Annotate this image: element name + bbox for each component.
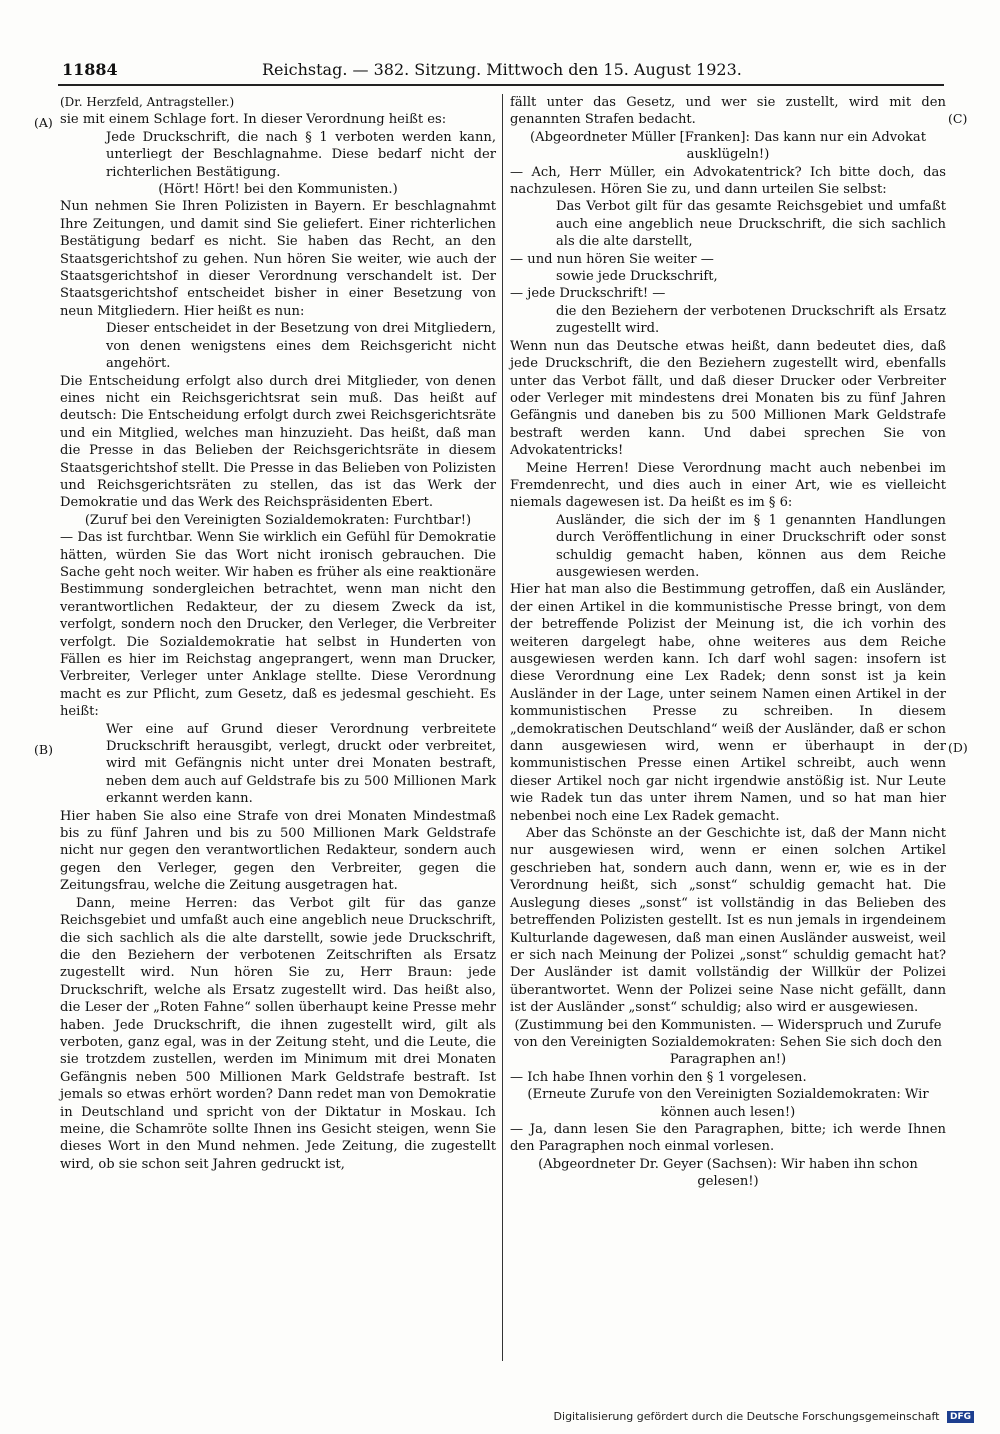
paragraph: fällt unter das Gesetz, und wer sie zustellt, wird mit den genannten Strafen bedacht. — [510, 95, 946, 128]
running-title: Reichstag. — 382. Sitzung. Mittwoch den 15. August 1923. — [262, 60, 742, 79]
paragraph: Nun nehmen Sie Ihren Polizisten in Bayern. Er beschlagnahmt Ihre Zeitungen, und damit sind Sie geliefert. Einer richterlichen Bestätigung bedarf es nicht. Sie haben das Recht, an den Staatsgerichtshof zu gehen. Nun hören Sie weiter, wie auch der Staatsgerichtshof in dieser Verordnung verschandelt ist. Der Staatsgerichtshof entscheidet bisher in einer Besetzung von neun Mitgliedern. Hier heißt es nun: — [60, 199, 496, 319]
margin-mark-d: (D) — [948, 740, 968, 755]
paragraph: Dann, meine Herren: das Verbot gilt für das ganze Reichsgebiet und umfaßt auch eine angeblich neue Druckschrift, die sich sachlich als die alte darstellt, sowie jede Druckschrift, die den Beziehern der verbotenen Zeitschriften als Ersatz zugestellt wird. Nun hören Sie zu, Herr Braun: jede Druckschrift, welche als Ersatz zugestellt wird. Das heißt also, die Leser der „Roten Fahne“ sollen überhaupt keine Presse mehr haben. Jede Druckschrift, die ihnen zugestellt wird, gilt als verboten, ganz egal, was in der Zeitung steht, und die Leute, die sie trotzdem zustellen, werden im Minimum mit drei Monaten Gefängnis neben 500 Millionen Mark Geldstrafe bestraft. Ist jemals so etwas erhört worden? Dann redet man von Demokratie in Deutschland und spricht von der Diktatur in Moskau. Ich meine, die Schamröte sollte Ihnen ins Gesicht steigen, wenn Sie dieses Wort in den Mund nehmen. Jede Zeitung, die zugestellt wird, ob sie schon seit Jahren gedruckt ist, — [60, 895, 496, 1172]
interjection: (Zustimmung bei den Kommunisten. — Widerspruch und Zurufe von den Vereinigten Sozialdemokraten: Sehen Sie sich doch den Paragraphen an!) — [514, 1017, 942, 1068]
paragraph: Wenn nun das Deutsche etwas heißt, dann bedeutet dies, daß jede Druckschrift, die den Beziehern zugestellt wird, ebenfalls unter das Verbot fällt, und daß dieser Drucker oder Verbreiter oder Verleger mit mindestens drei Monaten bis zu fünf Jahren Gefängnis und daneben bis zu 500 Millionen Mark Geldstrafe bestraft werden kann. Und dabei sprechen Sie von Advokatentricks! — [510, 338, 946, 459]
paragraph: Aber das Schönste an der Geschichte ist, daß der Mann nicht nur ausgewiesen wird, wenn er einen solchen Artikel geschrieben hat, sondern auch dann, wenn er, wie es in der Verordnung heißt, sich „sonst“ schuldig gemacht hat. Die Auslegung dieses „sonst“ ist vollständig in das Belieben des betreffenden Polizisten gestellt. Ist es nun jemals in irgendeinem Kulturlande dagewesen, daß man einen Ausländer ausweist, weil er sich nach Meinung der Polizei „sonst“ schuldig gemacht hat? Der Ausländer ist damit vollständig der Willkür der Polizei überantwortet. Wenn der Polizei seine Nase nicht gefällt, dann ist der Ausländer „sonst“ schuldig; also wird er ausgewiesen. — [510, 826, 946, 1016]
margin-mark-a: (A) — [34, 115, 53, 130]
paragraph: Hier hat man also die Bestimmung getroffen, daß ein Ausländer, der einen Artikel in die kommunistische Presse bringt, von dem der betreffende Polizist der Meinung ist, die ich vorhin des weiteren dargelegt habe, ohne weiteres aus dem Reiche ausgewiesen werden kann. Ich darf wohl sagen: insofern ist diese Verordnung eine Lex Radek; denn sonst ist ja kein Ausländer in der Lage, unter seinem Namen einen Artikel in der kommunistischen Presse zu schreiben. In diesem „demokratischen Deutschland“ weiß der Ausländer, daß er schon dann ausgewiesen wird, wenn er überhaupt in der kommunistischen Presse einen Artikel schreibt, auch wenn dieser Artikel noch gar nicht irgendwie anstößig ist. Nur Leute wie Radek tun das unter ihrem Namen, und so hat man hier nebenbei noch eine Lex Radek gemacht. — [510, 582, 946, 824]
right-column — [510, 94, 946, 1191]
interjection: (Zuruf bei den Vereinigten Sozialdemokraten: Furchtbar!) — [84, 512, 472, 528]
margin-mark-b: (B) — [34, 742, 53, 757]
paragraph: — Ja, dann lesen Sie den Paragraphen, bitte; ich werde Ihnen den Paragraphen noch einmal vorlesen. — [510, 1121, 946, 1155]
interjection: (Abgeordneter Müller [Franken]: Das kann nur ein Advokat ausklügeln!) — [530, 129, 926, 163]
column-divider — [502, 94, 503, 1361]
paragraph: — Ach, Herr Müller, ein Advokatentrick? Ich bitte doch, das nachzulesen. Hören Sie zu, und dann urteilen Sie selbst: — [510, 164, 946, 198]
footer-credit — [554, 1410, 974, 1423]
interjection: (Abgeordneter Dr. Geyer (Sachsen): Wir haben ihn schon gelesen!) — [538, 1156, 918, 1190]
quotation: sowie jede Druckschrift, — [556, 269, 718, 285]
paragraph: — Ich habe Ihnen vorhin den § 1 vorgelesen. — [510, 1069, 807, 1085]
paragraph: Meine Herren! Diese Verordnung macht auch nebenbei im Fremdenrecht, und dies auch in einer Art, wie es vielleicht niemals dagewesen ist. Da heißt es im § 6: — [510, 460, 946, 511]
quotation: die den Beziehern der verbotenen Druckschrift als Ersatz zugestellt wird. — [556, 303, 946, 337]
paragraph: — jede Druckschrift! — — [510, 286, 666, 302]
quotation: Das Verbot gilt für das gesamte Reichsgebiet und umfaßt auch eine angeblich neue Druckschrift, die sich sachlich als die alte darstellt, — [556, 199, 946, 250]
quotation: Dieser entscheidet in der Besetzung von drei Mitgliedern, von denen wenigstens eines dem Reichsgericht nicht angehört. — [106, 321, 496, 372]
interjection: (Hört! Hört! bei den Kommunisten.) — [158, 182, 398, 198]
margin-mark-c: (C) — [948, 111, 968, 126]
dfg-logo: DFG — [947, 1411, 974, 1423]
page-header — [62, 60, 742, 82]
paragraph: Die Entscheidung erfolgt also durch drei Mitglieder, von denen eines nicht ein Reichsgerichtsrat sein muß. Das heißt auf deutsch: Die Entscheidung erfolgt durch zwei Reichsgerichtsräte und ein Mitglied, welches man hinzuzieht. Das heißt, daß man die Presse in das Belieben der Reichsgerichtsräte in diesem Staatsgerichtshof stellt. Die Presse in das Belieben von Polizisten und Reichsgerichtsräten zu stellen, das ist das Werk der Demokratie und das Werk des Reichspräsidenten Ebert. — [60, 373, 496, 511]
quotation: Wer eine auf Grund dieser Verordnung verbreitete Druckschrift herausgibt, verlegt, druckt oder verbreitet, wird mit Gefängnis nicht unter drei Monaten bestraft, neben dem auch auf Geldstrafe bis zu 500 Millionen Mark erkannt werden kann. — [106, 721, 496, 807]
page-number: 11884 — [62, 60, 118, 79]
paragraph: — und nun hören Sie weiter — — [510, 251, 714, 267]
quotation: Ausländer, die sich der im § 1 genannten Handlungen durch Veröffentlichung in einer Druckschrift oder sonst schuldig gemacht haben, können aus dem Reiche ausgewiesen werden. — [556, 512, 946, 580]
paragraph: — Das ist furchtbar. Wenn Sie wirklich ein Gefühl für Demokratie hätten, würden Sie das Wort nicht ironisch gebrauchen. Die Sache geht noch weiter. Wir haben es früher als eine reaktionäre Bestimmung sondergleichen betrachtet, wenn man nicht den verantwortlichen Redakteur, der zu diesem Zweck da ist, verfolgt, sondern noch den Drucker, den Verleger, die Verbreiter verfolgt. Die Sozialdemokratie hat selbst in Hunderten von Fällen es hier im Reichstag angeprangert, wenn man Drucker, Verbreiter, Verleger unter Anklage stellte. Diese Verordnung macht es zur Pflicht, zum Gesetz, daß es jedesmal geschieht. Es heißt: — [60, 530, 496, 720]
left-column — [60, 94, 496, 1173]
paragraph: (Dr. Herzfeld, Antragsteller.) — [60, 95, 235, 109]
footer-credit-text: Digitalisierung gefördert durch die Deutsche Forschungsgemeinschaft — [553, 1410, 940, 1423]
paragraph: sie mit einem Schlage fort. In dieser Verordnung heißt es: — [60, 112, 447, 128]
interjection: (Erneute Zurufe von den Vereinigten Sozialdemokraten: Wir können auch lesen!) — [527, 1087, 929, 1120]
quotation: Jede Druckschrift, die nach § 1 verboten werden kann, unterliegt der Beschlagnahme. Diese bedarf nicht der richterlichen Bestätigung. — [106, 129, 496, 180]
header-rule — [58, 84, 944, 86]
paragraph: Hier haben Sie also eine Strafe von drei Monaten Mindestmaß bis zu fünf Jahren und bis zu 500 Millionen Mark Geldstrafe nicht nur gegen den verantwortlichen Redakteur, sondern auch gegen den Verleger, gegen den Verbreiter, gegen die Zeitungsfrau, welche die Zeitung ausgetragen hat. — [60, 808, 496, 894]
